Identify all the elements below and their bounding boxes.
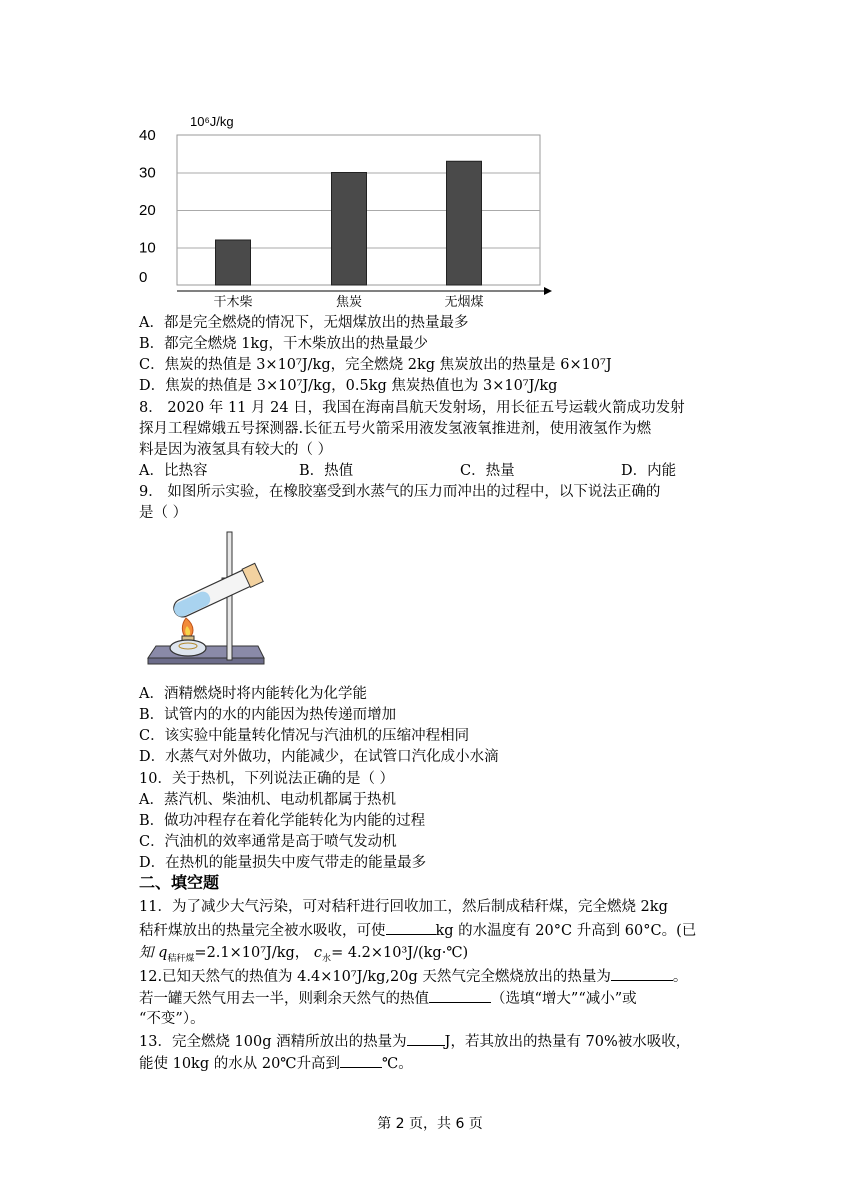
q7-option-a: A．都是完全燃烧的情况下，无烟煤放出的热量最多: [139, 315, 469, 331]
q9-option-d: D．水蒸气对外做功，内能减少，在试管口汽化成小水滴: [139, 749, 499, 765]
q12-line2: [139, 988, 739, 1010]
q9-stem-line1: 9． 如图所示实验，在橡胶塞受到水蒸气的压力而冲出的过程中，以下说法正确的: [139, 484, 661, 500]
q8-stem-line3: 料是因为液氢具有较大的（ ）: [139, 442, 333, 458]
q13-line2-text-b: ℃。: [382, 1056, 413, 1072]
q13-line2: [139, 1053, 739, 1075]
q13-line1-text-b: J，若其放出的热量有 70%被水吸收，: [444, 1034, 691, 1050]
section-title-fill-in: 二、填空题: [139, 873, 220, 892]
q13-answer-blank-1[interactable]: [407, 1031, 445, 1046]
q11-line2-text-a: 秸秆煤放出的热量完全被水吸收，可使: [139, 923, 386, 939]
chart-bar: [447, 161, 482, 285]
q11-c-symbol: c: [313, 945, 323, 961]
chart-y-label: 10⁶J/kg: [190, 114, 234, 129]
q11-q-subscript: 秸秆煤: [167, 953, 195, 964]
q11-line1: 11．为了减少大气污染，可对秸秆进行回收加工，然后制成秸秆煤，完全燃烧 2kg: [139, 899, 668, 915]
q9-option-a: A．酒精燃烧时将内能转化为化学能: [139, 686, 367, 702]
chart-x-ticks: [213, 294, 483, 310]
q12-line1: [139, 966, 739, 988]
q11-line2-text-b: kg 的水温度有 20°C 升高到 60°C。(已: [435, 923, 697, 939]
q7-option-b: B．都完全燃烧 1kg，干木柴放出的热量最少: [139, 336, 429, 352]
test-tube-heating-apparatus-illustration: [146, 526, 271, 671]
q11-line2: [139, 920, 739, 942]
q10-option-b: B．做功冲程存在着化学能转化为内能的过程: [139, 813, 426, 829]
chart-x-tick-label: 焦炭: [335, 295, 363, 310]
q11-c-subscript: 水: [322, 953, 332, 964]
q12-line2-text-a: 若一罐天然气用去一半，则剩余天然气的热值: [139, 991, 429, 1007]
q8-options: [139, 461, 739, 482]
q8-option-b: B．热值: [299, 463, 354, 479]
q13-line2-text-a: 能使 10kg 的水从 20℃升高到: [139, 1056, 341, 1072]
q11-specific-heat: = 4.2×10³J/(kg·℃): [331, 945, 469, 961]
chart-y-tick-label: 30: [139, 164, 156, 182]
q13-line1: [139, 1031, 739, 1053]
q12-line2-text-b: （选填“增大”“减小”或: [491, 991, 637, 1007]
q8-option-c: C．热量: [460, 463, 515, 479]
chart-y-tick-label: 0: [139, 269, 148, 286]
q9-option-b: B．试管内的水的内能因为热传递而增加: [139, 707, 397, 723]
q9-stem-line2: 是（ ）: [139, 505, 188, 521]
heat-value-bar-chart: [135, 108, 555, 310]
q8-stem-line1: 8． 2020 年 11 月 24 日，我国在海南昌航天发射场，用长征五号运载火箭成功发射: [139, 400, 685, 416]
q13-answer-blank-2[interactable]: [340, 1053, 382, 1068]
chart-x-axis-arrow: [544, 287, 552, 295]
q12-line1-text-a: 12.已知天然气的热值为 4.4×10⁷J/kg,20g 天然气完全燃烧放出的热量为: [139, 969, 611, 985]
chart-x-tick-label: 无烟煤: [444, 295, 484, 310]
q10-option-d: D．在热机的能量损失中废气带走的能量最多: [139, 855, 427, 871]
q8-option-a: A．比热容: [139, 463, 208, 479]
page-footer: 第 2 页，共 6 页: [377, 1116, 483, 1132]
chart-y-tick-label: 40: [139, 127, 156, 144]
q10-stem: 10．关于热机，下列说法正确的是（ ）: [139, 771, 395, 787]
chart-bar: [216, 240, 251, 285]
q10-option-c: C．汽油机的效率通常是高于喷气发动机: [139, 834, 397, 850]
chart-bars: [216, 161, 482, 285]
q11-heat-value: =2.1×10⁷J/kg，: [194, 945, 310, 961]
q12-answer-blank-2[interactable]: [429, 988, 491, 1003]
q12-line1-text-b: 。: [672, 969, 688, 985]
q7-option-d: D．焦炭的热值是 3×10⁷J/kg，0.5kg 焦炭热值也为 3×10⁷J/kg: [139, 378, 558, 394]
chart-bar: [332, 173, 367, 286]
q11-q-symbol: 知 q: [139, 945, 168, 961]
q11-answer-blank[interactable]: [386, 920, 436, 935]
chart-x-tick-label: 干木柴: [213, 295, 253, 310]
q11-line3: [139, 943, 739, 964]
chart-y-tick-label: 10: [139, 239, 156, 257]
q10-option-a: A．蒸汽机、柴油机、电动机都属于热机: [139, 792, 396, 808]
q12-line3: “不变”）。: [139, 1011, 205, 1027]
q9-option-c: C．该实验中能量转化情况与汽油机的压缩冲程相同: [139, 728, 470, 744]
q12-answer-blank-1[interactable]: [611, 966, 673, 981]
chart-y-ticks: [139, 127, 156, 286]
q8-stem-line2: 探月工程嫦娥五号探测器.长征五号火箭采用液发氢液氧推进剂，使用液氢作为燃: [139, 421, 652, 437]
q13-line1-text-a: 13．完全燃烧 100g 酒精所放出的热量为: [139, 1034, 407, 1050]
q7-option-c: C．焦炭的热值是 3×10⁷J/kg，完全燃烧 2kg 焦炭放出的热量是 6×10⁷J: [139, 357, 612, 373]
q8-option-d: D．内能: [621, 463, 677, 479]
chart-y-tick-label: 20: [139, 202, 156, 219]
